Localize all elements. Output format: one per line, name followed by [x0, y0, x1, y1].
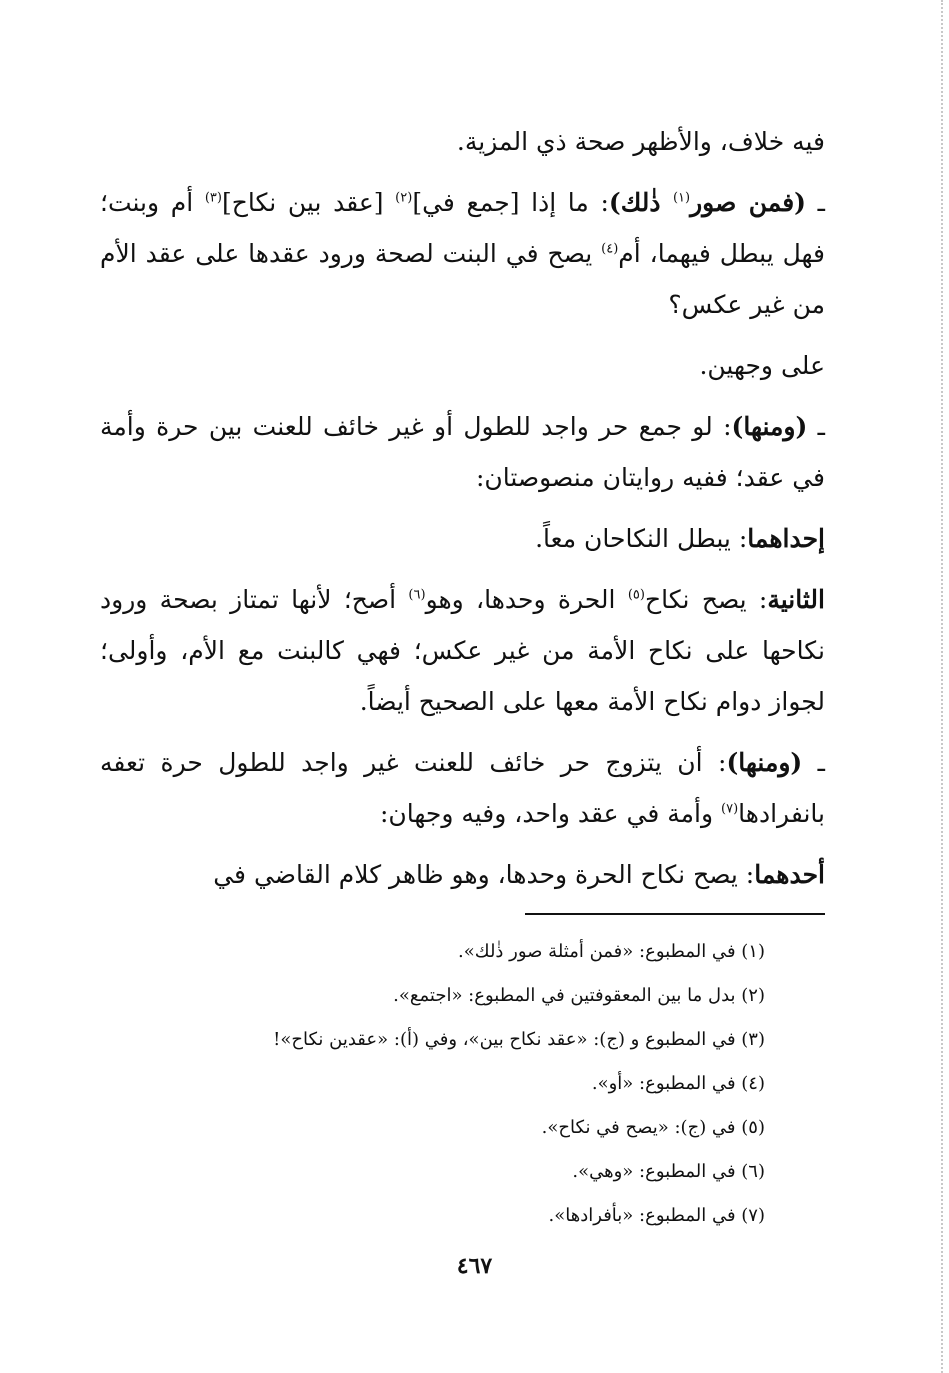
- bold-term: (فمن صور: [690, 188, 807, 217]
- bold-term: أحدهما: [754, 860, 825, 889]
- text-segment: : يصح نكاح: [644, 585, 768, 614]
- paragraph-p1: [100, 116, 825, 167]
- text-segment: أصح؛ لأنها تمتاز بصحة ورود نكاحها على نكاح الأمة من غير عكس؛ فهي كالبنت مع الأم، وأولى؛ لجواز دوام نكاح الأمة معها على الصحيح أيضاً.: [100, 585, 825, 716]
- paragraph-p7: [100, 737, 825, 839]
- bold-term: ذٰلك): [608, 188, 673, 217]
- text-segment: أم وبنت؛ فهل يبطل فيهما، أم: [100, 188, 825, 268]
- text-segment: يصح في البنت لصحة ورود عقدها على عقد الأم من غير عكس؟: [100, 239, 825, 319]
- text-segment: ـ: [802, 748, 825, 777]
- footnote-separator: [525, 913, 825, 915]
- bold-term: إحداهما: [747, 524, 825, 553]
- paragraph-p3: [100, 340, 825, 391]
- text-segment: [عقد بين نكاح]: [221, 188, 396, 217]
- footnote-7: (٧) في المطبوع: «بأفرادها».: [548, 1205, 765, 1226]
- text-segment: : لو جمع حر واجد للطول أو غير خائف للعنت بين حرة وأمة في عقد؛ ففيه روايتان منصوصتان:: [100, 412, 825, 492]
- main-text: [100, 116, 825, 910]
- footnote-marker: (٥): [627, 587, 645, 603]
- text-segment: ـ: [807, 412, 825, 441]
- text-segment: : يصح نكاح الحرة وحدها، وهو ظاهر كلام القاضي في: [213, 860, 755, 889]
- text-segment: ـ: [806, 188, 825, 217]
- bold-term: (ومنها): [731, 412, 808, 441]
- footnote-marker: (١): [672, 190, 691, 206]
- footnote-3: (٣) في المطبوع و (ج): «عقد نكاح بين»، وفي (أ): «عقدين نكاح»!: [273, 1029, 765, 1050]
- footnote-1: (١) في المطبوع: «فمن أمثلة صور ذٰلك».: [458, 941, 765, 962]
- text-segment: وأمة في عقد واحد، وفيه وجهان:: [379, 799, 721, 828]
- footnote-6: (٦) في المطبوع: «وهي».: [572, 1161, 765, 1182]
- footnote-4: (٤) في المطبوع: «أو».: [591, 1073, 765, 1094]
- footnote-2: (٢) بدل ما بين المعقوفتين في المطبوع: «اجتمع».: [393, 985, 765, 1006]
- paragraph-p5: [100, 513, 825, 564]
- paragraph-p6: [100, 574, 825, 727]
- paragraph-p8: [100, 849, 825, 900]
- paragraph-p4: [100, 401, 825, 503]
- bold-term: (ومنها): [726, 748, 803, 777]
- page-number: ٤٦٧: [456, 1253, 493, 1279]
- text-segment: الحرة وحدها، وهو: [425, 585, 628, 614]
- footnote-marker: (٤): [601, 241, 619, 257]
- paragraph-p2: [100, 177, 825, 330]
- footnote-marker: (٧): [721, 801, 739, 817]
- footnotes: [100, 930, 765, 1238]
- scan-edge-dots: [941, 0, 943, 1373]
- text-segment: : ما إذا [جمع في]: [412, 188, 609, 217]
- footnote-marker: (٦): [408, 587, 426, 603]
- footnote-marker: (٢): [395, 190, 413, 206]
- text-segment: فيه خلاف، والأظهر صحة ذي المزية.: [456, 127, 825, 156]
- bold-term: الثانية: [767, 585, 825, 614]
- text-segment: : يبطل النكاحان معاً.: [535, 524, 748, 553]
- text-segment: على وجهين.: [699, 351, 825, 380]
- text-segment: : أن يتزوج حر خائف للعنت غير واجد للطول حرة تعفه بانفرادها: [100, 748, 825, 828]
- footnote-5: (٥) في (ج): «يصح في نكاح».: [541, 1117, 765, 1138]
- footnote-marker: (٣): [204, 190, 222, 206]
